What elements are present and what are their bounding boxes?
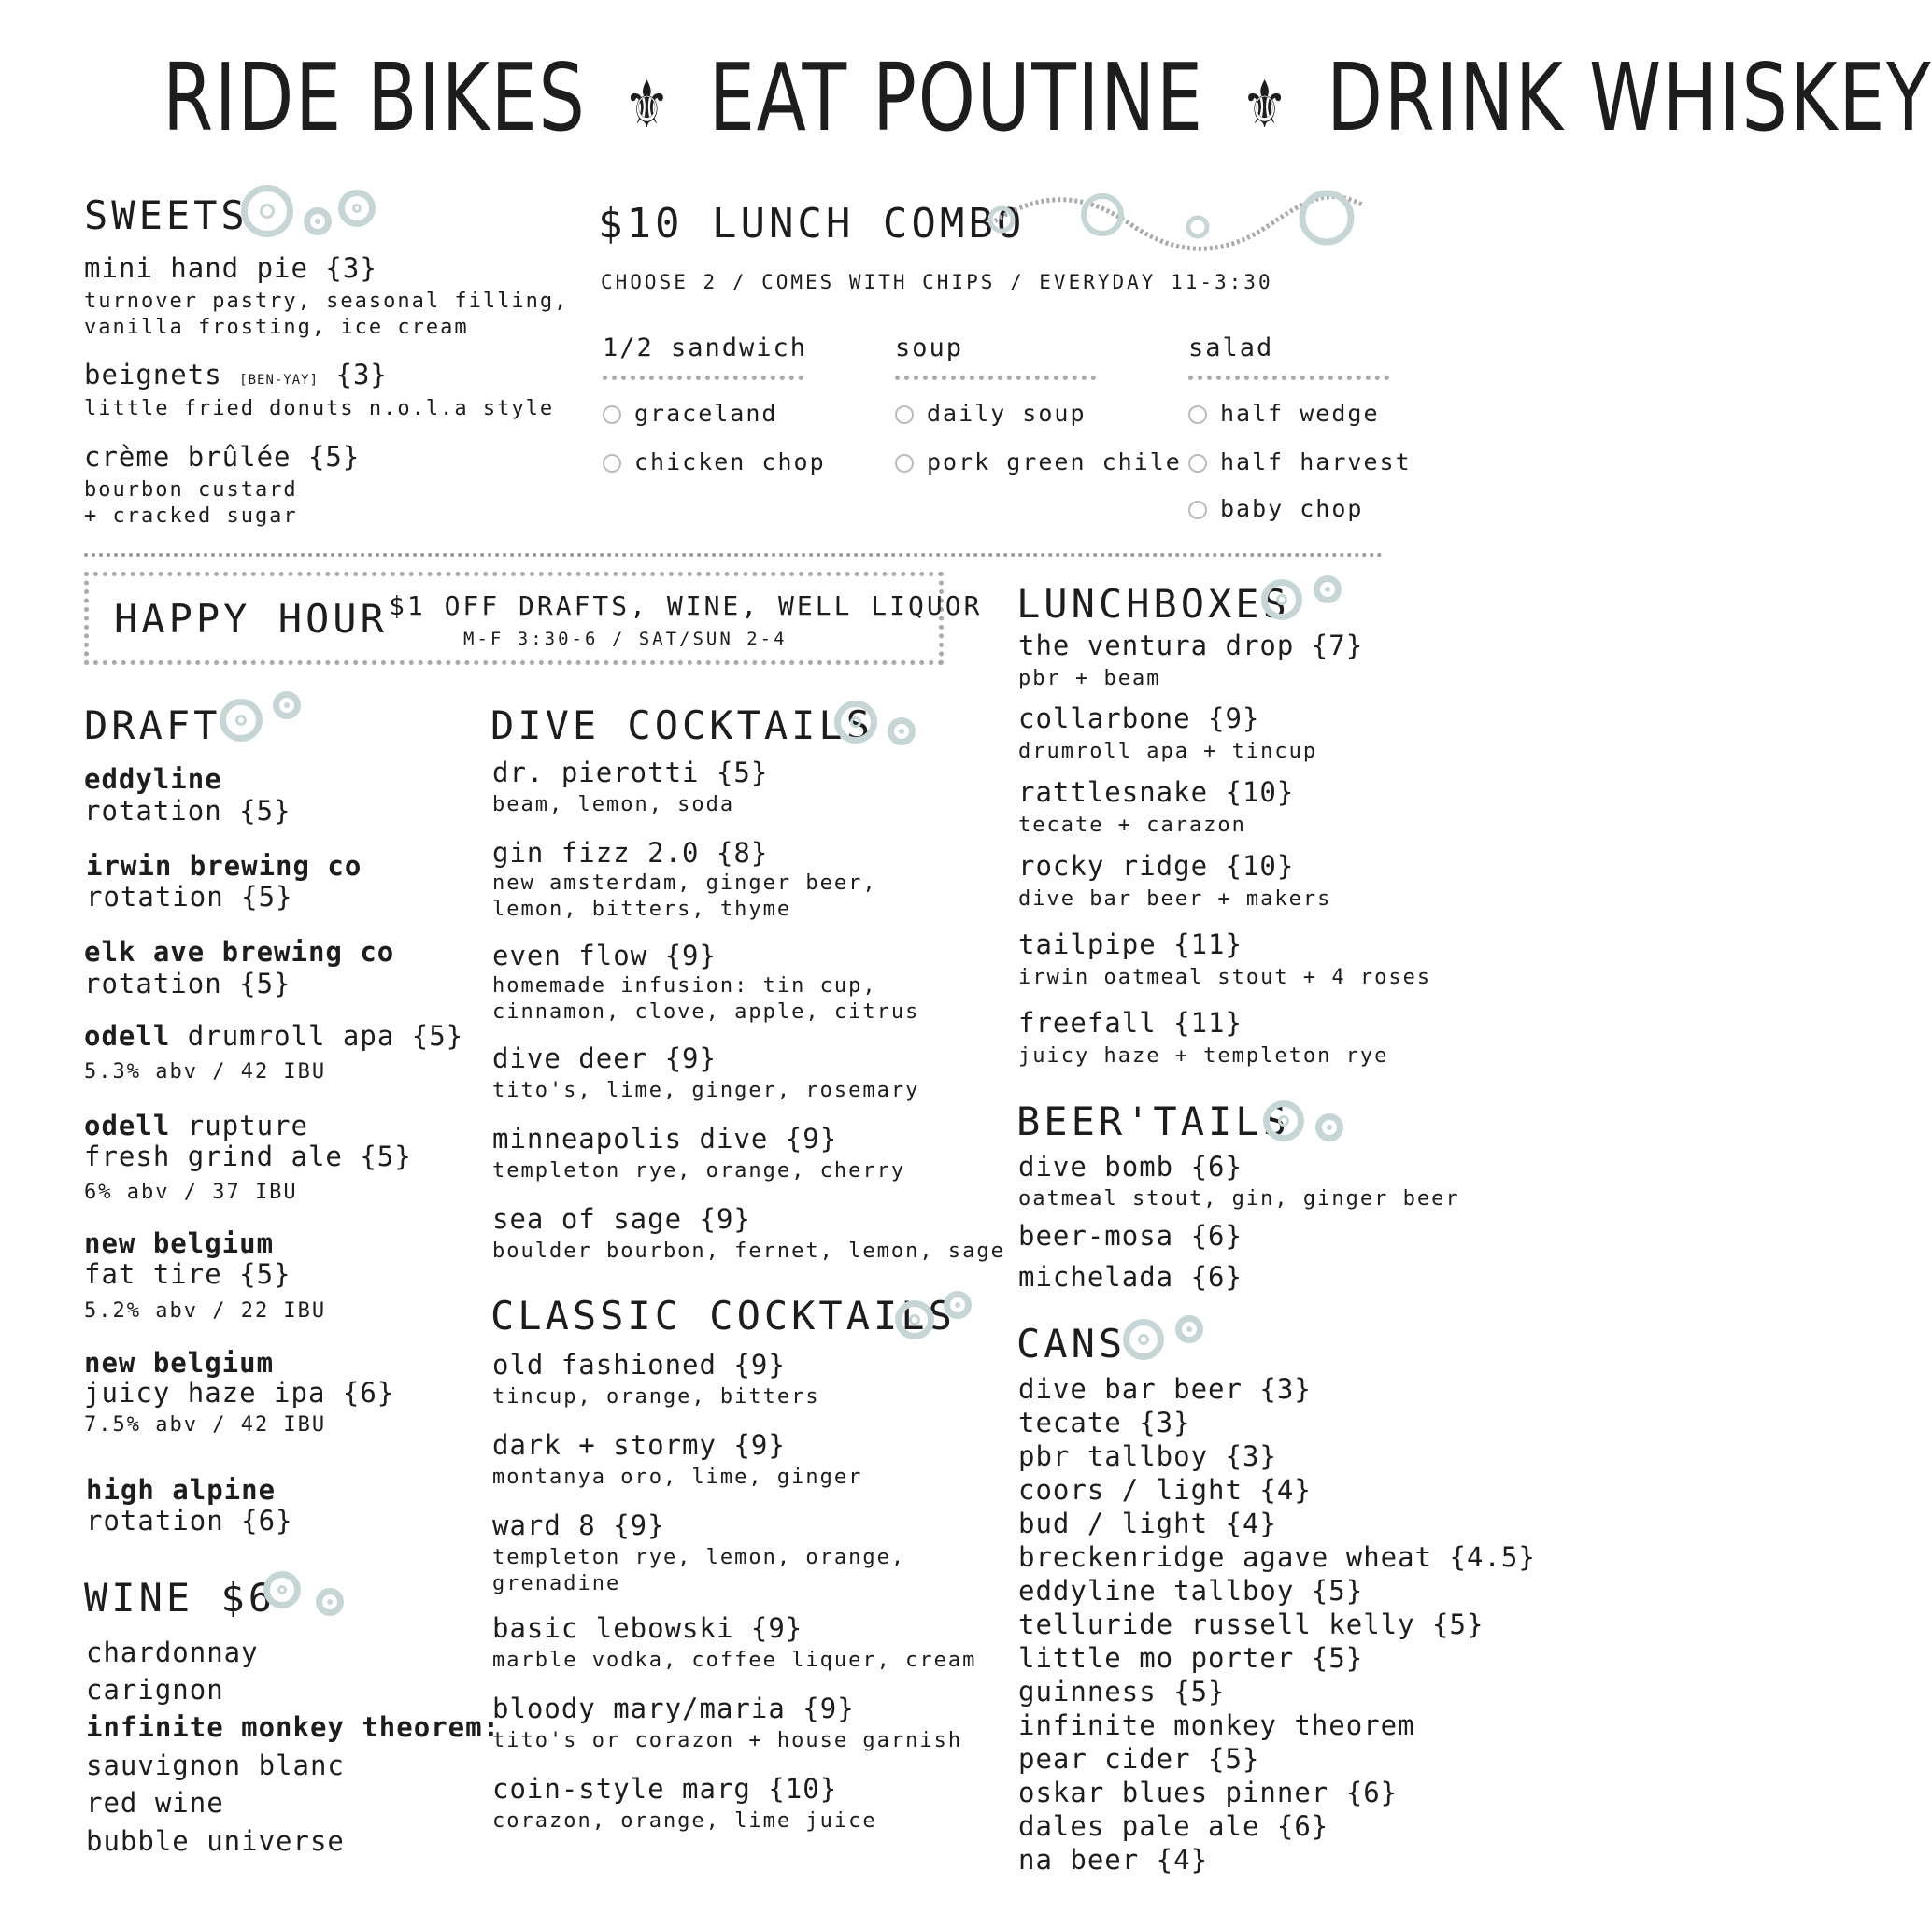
gear-icon xyxy=(1315,1113,1343,1141)
menu-title xyxy=(163,43,1932,152)
cocktail-name: bloody mary/maria {9} xyxy=(492,1693,855,1724)
lunch-combo-subtitle: CHOOSE 2 / COMES WITH CHIPS / EVERYDAY 11-3:30 xyxy=(601,271,1273,293)
cocktail-desc: grenadine xyxy=(492,1572,621,1595)
beertail-name: michelada {6} xyxy=(1018,1261,1243,1293)
lunchbox-name: rocky ridge {10} xyxy=(1018,850,1295,882)
divider xyxy=(603,376,803,380)
draft-item-desc: 5.3% abv / 42 IBU xyxy=(84,1060,327,1084)
draft-heading: DRAFT xyxy=(84,702,221,748)
cocktail-desc: cinnamon, clove, apple, citrus xyxy=(492,1000,920,1024)
draft-item-desc: 7.5% abv / 42 IBU xyxy=(84,1413,327,1437)
draft-item-line: rotation {6} xyxy=(86,1505,293,1537)
draft-item: eddyline xyxy=(84,763,222,795)
cocktail-desc: new amsterdam, ginger beer, xyxy=(492,871,877,895)
cocktail-desc: marble vodka, coffee liquer, cream xyxy=(492,1649,977,1672)
can-item: oskar blues pinner {6} xyxy=(1018,1777,1399,1808)
cocktail-name: dive deer {9} xyxy=(492,1042,717,1074)
sweets-item-pronunciation: [BEN-YAY] xyxy=(239,373,320,388)
lunchbox-name: the ventura drop {7} xyxy=(1018,630,1364,661)
lunchbox-desc: juicy haze + templeton rye xyxy=(1018,1044,1389,1068)
wine-item: sauvignon blanc xyxy=(86,1750,345,1781)
gear-icon xyxy=(1123,1319,1164,1360)
can-item: breckenridge agave wheat {4.5} xyxy=(1018,1541,1536,1573)
gear-icon xyxy=(316,1588,344,1616)
can-item: little mo porter {5} xyxy=(1018,1642,1364,1674)
combo-item: half wedge xyxy=(1188,400,1380,427)
lunchbox-desc: pbr + beam xyxy=(1018,667,1161,690)
dive-cocktails-heading: DIVE COCKTAILS xyxy=(490,702,874,748)
draft-item: elk ave brewing co xyxy=(84,936,395,968)
cocktail-desc: tito's, lime, ginger, rosemary xyxy=(492,1079,920,1102)
gear-icon xyxy=(895,1300,934,1339)
can-item: dive bar beer {3} xyxy=(1018,1373,1312,1405)
title-part-1: RIDE BIKES xyxy=(163,43,587,152)
beertail-name: beer-mosa {6} xyxy=(1018,1220,1243,1252)
happy-hour-times: M-F 3:30-6 / SAT/SUN 2-4 xyxy=(463,629,788,649)
gear-icon xyxy=(220,699,263,742)
draft-item-line: rotation {5} xyxy=(84,795,291,827)
sweets-item-desc: turnover pastry, seasonal filling, xyxy=(84,290,569,313)
can-item: pbr tallboy {3} xyxy=(1018,1440,1277,1472)
section-divider xyxy=(84,553,1383,557)
sweets-item-desc: little fried donuts n.o.l.a style xyxy=(84,397,555,420)
gear-icon xyxy=(1261,579,1302,620)
can-item: telluride russell kelly {5} xyxy=(1018,1608,1485,1640)
combo-item: pork green chile xyxy=(895,448,1182,475)
can-item: guinness {5} xyxy=(1018,1676,1226,1708)
can-item: dales pale ale {6} xyxy=(1018,1810,1329,1842)
cocktail-desc: templeton rye, orange, cherry xyxy=(492,1159,906,1183)
lunchbox-name: collarbone {9} xyxy=(1018,702,1260,734)
sweets-item-name: mini hand pie {3} xyxy=(84,252,377,284)
sweets-item-desc: + cracked sugar xyxy=(84,504,298,528)
cocktail-desc: templeton rye, lemon, orange, xyxy=(492,1546,906,1569)
happy-hour-offer: $1 OFF DRAFTS, WINE, WELL LIQUOR xyxy=(389,590,983,621)
draft-item-line: rotation {5} xyxy=(84,968,291,999)
beertail-desc: oatmeal stout, gin, ginger beer xyxy=(1018,1187,1460,1211)
wine-heading: WINE $6 xyxy=(84,1575,277,1621)
gear-icon xyxy=(304,207,332,235)
gear-bullet-icon xyxy=(1188,405,1207,424)
lunchbox-desc: drumroll apa + tincup xyxy=(1018,740,1318,763)
wine-item: carignon xyxy=(86,1674,224,1706)
can-item: coors / light {4} xyxy=(1018,1474,1312,1506)
cocktail-name: even flow {9} xyxy=(492,940,717,971)
cocktail-name: old fashioned {9} xyxy=(492,1349,786,1381)
cocktail-desc: corazon, orange, lime juice xyxy=(492,1809,877,1833)
gear-icon xyxy=(888,717,916,745)
gear-icon xyxy=(1175,1315,1203,1343)
cocktail-name: gin fizz 2.0 {8} xyxy=(492,837,769,869)
gear-icon xyxy=(1263,1100,1304,1141)
draft-item-desc: 6% abv / 37 IBU xyxy=(84,1181,298,1204)
bike-chain-icon xyxy=(981,182,1373,257)
gear-bullet-icon xyxy=(603,405,621,424)
gear-icon xyxy=(338,190,376,227)
draft-item-line: rotation {5} xyxy=(86,881,293,913)
sweets-item-desc: bourbon custard xyxy=(84,478,298,502)
sweets-item-title: beignets xyxy=(84,359,222,390)
draft-item-line: juicy haze ipa {6} xyxy=(84,1377,395,1409)
gear-bullet-icon xyxy=(895,405,914,424)
draft-item: odell rupture xyxy=(84,1110,308,1141)
combo-item: baby chop xyxy=(1188,495,1363,522)
combo-item: chicken chop xyxy=(603,448,826,475)
wine-subheading: infinite monkey theorem: xyxy=(86,1711,501,1743)
combo-col-heading: 1/2 sandwich xyxy=(603,333,808,362)
combo-item: graceland xyxy=(603,400,777,427)
draft-item: new belgium xyxy=(84,1347,275,1379)
lunchbox-desc: irwin oatmeal stout + 4 roses xyxy=(1018,966,1432,989)
gear-bullet-icon xyxy=(1188,501,1207,519)
fleur-icon: ⚜ xyxy=(1242,65,1289,143)
can-item: pear cider {5} xyxy=(1018,1743,1260,1775)
gear-icon xyxy=(834,701,877,744)
draft-item: odell drumroll apa {5} xyxy=(84,1020,464,1052)
draft-item-line: fat tire {5} xyxy=(84,1258,291,1290)
gear-icon xyxy=(241,185,293,237)
draft-item-line: fresh grind ale {5} xyxy=(84,1141,412,1172)
combo-item: half harvest xyxy=(1188,448,1412,475)
cocktail-desc: homemade infusion: tin cup, xyxy=(492,974,877,998)
combo-col-heading: soup xyxy=(895,333,964,362)
can-item: na beer {4} xyxy=(1018,1844,1209,1876)
sweets-item-desc: vanilla frosting, ice cream xyxy=(84,316,469,339)
sweets-item-price: {3} xyxy=(335,359,388,390)
draft-item: new belgium xyxy=(84,1227,275,1259)
cocktail-desc: lemon, bitters, thyme xyxy=(492,898,792,921)
cocktail-desc: tito's or corazon + house garnish xyxy=(492,1729,963,1752)
lunchbox-desc: tecate + carazon xyxy=(1018,814,1246,837)
cocktail-desc: boulder bourbon, fernet, lemon, sage xyxy=(492,1240,1005,1263)
gear-bullet-icon xyxy=(603,454,621,473)
cocktail-desc: tincup, orange, bitters xyxy=(492,1385,820,1409)
lunchbox-name: freefall {11} xyxy=(1018,1007,1243,1039)
can-item: tecate {3} xyxy=(1018,1407,1191,1438)
happy-hour-heading: HAPPY HOUR xyxy=(114,596,388,642)
cans-heading: CANS xyxy=(1016,1321,1127,1367)
lunchboxes-heading: LUNCHBOXES xyxy=(1016,581,1290,627)
wine-item: chardonnay xyxy=(86,1637,259,1668)
lunchbox-desc: dive bar beer + makers xyxy=(1018,887,1332,911)
cocktail-name: coin-style marg {10} xyxy=(492,1773,838,1805)
cocktail-name: sea of sage {9} xyxy=(492,1203,751,1235)
can-item: infinite monkey theorem xyxy=(1018,1709,1415,1741)
classic-cocktails-heading: CLASSIC COCKTAILS xyxy=(490,1293,956,1339)
combo-col-heading: salad xyxy=(1188,333,1274,362)
gear-icon xyxy=(263,1571,301,1608)
title-part-3: DRINK WHISKEY xyxy=(1327,43,1932,152)
gear-bullet-icon xyxy=(1188,454,1207,473)
wine-item: bubble universe xyxy=(86,1825,345,1857)
gear-bullet-icon xyxy=(895,454,914,473)
beertail-name: dive bomb {6} xyxy=(1018,1151,1243,1183)
cocktail-name: ward 8 {9} xyxy=(492,1509,665,1541)
cocktail-desc: beam, lemon, soda xyxy=(492,793,735,816)
lunchbox-name: rattlesnake {10} xyxy=(1018,776,1295,808)
sweets-item-name xyxy=(84,359,388,396)
draft-item: high alpine xyxy=(86,1474,277,1506)
cocktail-name: minneapolis dive {9} xyxy=(492,1123,838,1155)
draft-item: irwin brewing co xyxy=(86,850,362,882)
cocktail-name: basic lebowski {9} xyxy=(492,1612,803,1644)
lunch-combo-heading: $10 LUNCH COMBO xyxy=(598,200,1026,248)
gear-icon xyxy=(944,1291,972,1319)
sweets-heading: SWEETS xyxy=(84,192,249,238)
can-item: bud / light {4} xyxy=(1018,1508,1277,1539)
cocktail-name: dr. pierotti {5} xyxy=(492,757,769,788)
cocktail-desc: montanya oro, lime, ginger xyxy=(492,1466,863,1489)
divider xyxy=(1188,376,1389,380)
gear-icon xyxy=(1314,575,1342,603)
title-part-2: EAT POUTINE xyxy=(708,43,1204,152)
fleur-icon: ⚜ xyxy=(623,65,672,143)
beertails-heading: BEER'TAILS xyxy=(1016,1098,1290,1144)
lunchbox-name: tailpipe {11} xyxy=(1018,928,1243,960)
draft-item-desc: 5.2% abv / 22 IBU xyxy=(84,1299,327,1323)
can-item: eddyline tallboy {5} xyxy=(1018,1575,1364,1607)
wine-item: red wine xyxy=(86,1787,224,1819)
cocktail-name: dark + stormy {9} xyxy=(492,1429,786,1461)
divider xyxy=(895,376,1096,380)
sweets-item-name: crème brûlée {5} xyxy=(84,441,361,473)
gear-icon xyxy=(273,691,301,719)
combo-item: daily soup xyxy=(895,400,1087,427)
